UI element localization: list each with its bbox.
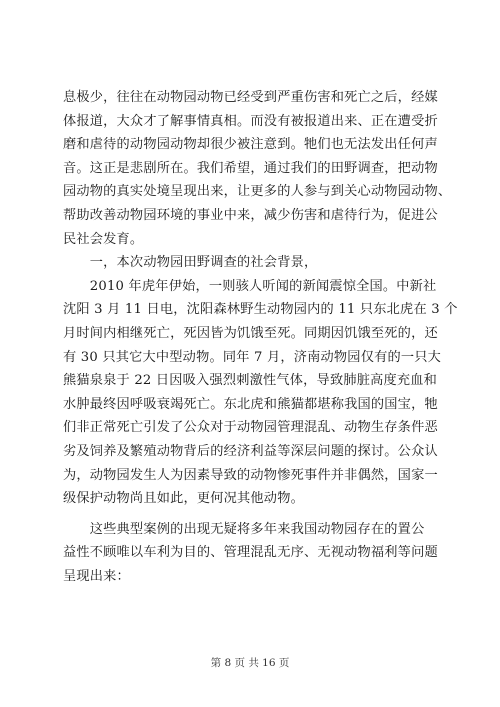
- text-line: 音。这正是悲剧所在。我们希望，通过我们的田野调查，把动物: [63, 160, 438, 176]
- text-line: 有 30 只其它大中型动物。同年 7 月，济南动物园仅有的一只大: [63, 349, 442, 365]
- text-line: 息极少，往往在动物园动物已经受到严重伤害和死亡之后，经媒: [63, 90, 438, 105]
- paragraph-gap: [63, 511, 435, 518]
- text-line: 磨和虐待的动物园动物却很少被注意到。牠们也无法发出任何声: [63, 137, 438, 153]
- text-line: 帮助改善动物园环境的事业中来，减少伤害和虐待行为，促进公: [63, 207, 438, 223]
- text-line: 为，动物园发生人为因素导致的动物惨死事件并非偶然，国家一: [63, 467, 438, 483]
- text-line: 月时间内相继死亡，死因皆为饥饿至死。同期因饥饿至死的，还: [63, 325, 438, 341]
- text-line: 呈现出来：: [63, 568, 130, 584]
- text-line: 2010 年虎年伊始，一则骇人听闻的新闻震惊全国。中新社: [63, 278, 437, 294]
- text-line: 级保护动物尚且如此，更何况其他动物。: [63, 491, 304, 507]
- text-line: 这些典型案例的出现无疑将多年来我国动物园存在的置公: [63, 521, 425, 537]
- text-line: 熊猫泉泉于 22 日因吸入强烈刺激性气体，导致肺脏高度充血和: [63, 373, 438, 389]
- text-line: 们非正常死亡引发了公众对于动物园管理混乱、动物生存条件恶: [63, 420, 438, 436]
- text-line: 体报道，大众才了解事情真相。而没有被报道出来、正在遭受折: [63, 113, 438, 129]
- page-number-footer: 第 8 页 共 16 页: [210, 657, 290, 669]
- text-line: 沈阳 3 月 11 日电，沈阳森林野生动物园内的 11 只东北虎在 3 个: [63, 302, 458, 318]
- text-line: 民社会发育。: [63, 231, 144, 247]
- text-line: 益性不顾唯以车利为目的、管理混乱无序、无视动物福利等问题: [63, 545, 438, 561]
- section-heading: 一，本次动物园田野调查的社会背景，: [63, 255, 318, 271]
- text-line: 劣及饲养及繁殖动物背后的经济利益等深层问题的探讨。公众认: [63, 443, 438, 459]
- text-line: 园动物的真实处境呈现出来，让更多的人参与到关心动物园动物、: [63, 184, 452, 200]
- text-line: 水肿最终因呼吸衰竭死亡。东北虎和熊猫都堪称我国的国宝，牠: [63, 396, 438, 412]
- document-body: [63, 86, 458, 588]
